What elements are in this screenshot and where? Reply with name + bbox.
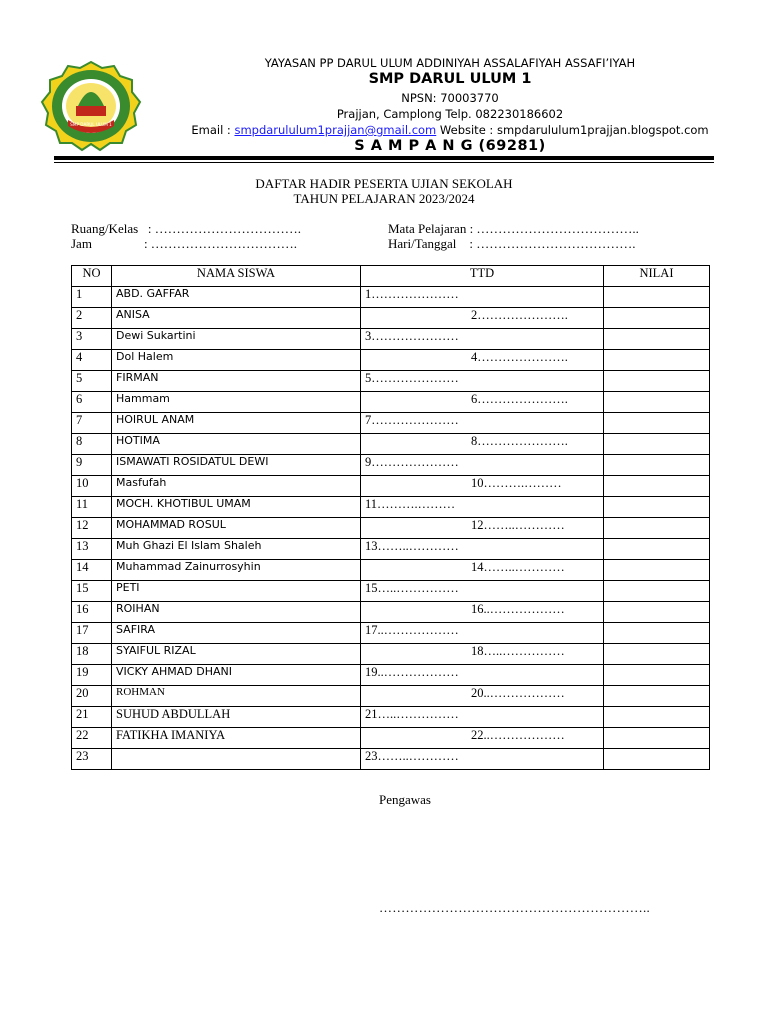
- school-address: Prajjan, Camplong Telp. 082230186602: [336, 107, 564, 121]
- signature-cell[interactable]: [361, 455, 604, 476]
- row-number: 23: [72, 749, 112, 770]
- student-name: Hammam: [112, 392, 361, 413]
- row-number: 2: [72, 308, 112, 329]
- signature-dots: 8………………….: [471, 434, 568, 448]
- table-row: [72, 455, 710, 476]
- student-name: ROHMAN: [112, 686, 361, 707]
- student-name: VICKY AHMAD DHANI: [112, 665, 361, 686]
- header-rule-thin: [54, 162, 714, 163]
- score-cell[interactable]: [604, 350, 710, 371]
- signature-cell[interactable]: [361, 308, 604, 329]
- row-number: 10: [72, 476, 112, 497]
- score-cell[interactable]: [604, 728, 710, 749]
- signature-dots: 14……..…………: [471, 560, 565, 574]
- row-number: 9: [72, 455, 112, 476]
- row-number: 1: [72, 287, 112, 308]
- signature-cell[interactable]: [361, 602, 604, 623]
- table-row: [72, 476, 710, 497]
- npsn: NPSN: 70003770: [401, 91, 499, 105]
- school-logo: [38, 60, 144, 152]
- signature-cell[interactable]: [361, 413, 604, 434]
- row-number: 6: [72, 392, 112, 413]
- header-nama-siswa: NAMA SISWA: [112, 266, 361, 287]
- doc-subtitle: TAHUN PELAJARAN 2023/2024: [293, 191, 475, 206]
- table-row: [72, 350, 710, 371]
- signature-cell[interactable]: [361, 623, 604, 644]
- row-number: 4: [72, 350, 112, 371]
- table-row: [72, 392, 710, 413]
- table-row: [72, 602, 710, 623]
- signature-dots: 15…..……………: [365, 581, 459, 595]
- student-name: ANISA: [112, 308, 361, 329]
- header-ttd: TTD: [361, 266, 604, 287]
- student-name: HOTIMA: [112, 434, 361, 455]
- student-name: FIRMAN: [112, 371, 361, 392]
- signature-dots: 11……….………: [365, 497, 456, 511]
- signature-cell[interactable]: [361, 392, 604, 413]
- signature-dots: 22..………………: [471, 728, 565, 742]
- signature-cell[interactable]: [361, 560, 604, 581]
- row-number: 17: [72, 623, 112, 644]
- website-text: Website : smpdarululum1prajjan.blogspot.com: [436, 123, 709, 137]
- row-number: 14: [72, 560, 112, 581]
- table-row: [72, 287, 710, 308]
- row-number: 11: [72, 497, 112, 518]
- signature-cell[interactable]: [361, 539, 604, 560]
- signature-dots: 18…..……………: [471, 644, 565, 658]
- table-row: [72, 329, 710, 350]
- student-name: Muh Ghazi El Islam Shaleh: [112, 539, 361, 560]
- table-row: [72, 518, 710, 539]
- table-header-row: [72, 266, 710, 287]
- email-label: Email :: [191, 123, 235, 137]
- table-row: [72, 581, 710, 602]
- student-name: SUHUD ABDULLAH: [112, 707, 361, 728]
- row-number: 16: [72, 602, 112, 623]
- header-no: NO: [72, 266, 112, 287]
- signature-cell[interactable]: [361, 434, 604, 455]
- score-cell[interactable]: [604, 371, 710, 392]
- signature-dots: 21…..……………: [365, 707, 459, 721]
- student-name: [112, 749, 361, 770]
- signature-cell[interactable]: [361, 476, 604, 497]
- signature-dots: 10……….………: [471, 476, 562, 490]
- header-nilai: NILAI: [604, 266, 710, 287]
- table-row: [72, 749, 710, 770]
- table-row: [72, 371, 710, 392]
- score-cell[interactable]: [604, 497, 710, 518]
- logo-text: SMP DARUL ULUM 1: [70, 122, 112, 127]
- signature-cell[interactable]: [361, 707, 604, 728]
- student-name: Muhammad Zainurrosyhin: [112, 560, 361, 581]
- score-cell[interactable]: [604, 749, 710, 770]
- signature-dots: 2………………….: [471, 308, 568, 322]
- signature-dots: 12……..…………: [471, 518, 565, 532]
- student-name: ROIHAN: [112, 602, 361, 623]
- student-name: MOHAMMAD ROSUL: [112, 518, 361, 539]
- score-cell[interactable]: [604, 539, 710, 560]
- signature-cell[interactable]: [361, 686, 604, 707]
- score-cell[interactable]: [604, 644, 710, 665]
- student-name: ABD. GAFFAR: [112, 287, 361, 308]
- score-cell[interactable]: [604, 560, 710, 581]
- row-number: 3: [72, 329, 112, 350]
- table-row: [72, 707, 710, 728]
- student-name: Masfufah: [112, 476, 361, 497]
- row-number: 5: [72, 371, 112, 392]
- table-row: [72, 644, 710, 665]
- student-name: ISMAWATI ROSIDATUL DEWI: [112, 455, 361, 476]
- score-cell[interactable]: [604, 581, 710, 602]
- signature-dots: 5…………………: [365, 371, 459, 385]
- table-row: [72, 623, 710, 644]
- table-row: [72, 308, 710, 329]
- city-postcode: S A M P A N G (69281): [354, 138, 546, 154]
- table-row: [72, 413, 710, 434]
- doc-title: DAFTAR HADIR PESERTA UJIAN SEKOLAH: [255, 176, 513, 191]
- signature-cell[interactable]: [361, 497, 604, 518]
- contact-line: [150, 123, 750, 137]
- student-name: SYAIFUL RIZAL: [112, 644, 361, 665]
- student-name: Dewi Sukartini: [112, 329, 361, 350]
- score-cell[interactable]: [604, 686, 710, 707]
- signature-dots: 19..………………: [365, 665, 459, 679]
- table-row: [72, 665, 710, 686]
- signature-cell[interactable]: [361, 518, 604, 539]
- signature-cell[interactable]: [361, 581, 604, 602]
- signature-cell[interactable]: [361, 350, 604, 371]
- score-cell[interactable]: [604, 413, 710, 434]
- score-cell[interactable]: [604, 707, 710, 728]
- signature-dots: 4………………….: [471, 350, 568, 364]
- attendance-table: [71, 265, 710, 770]
- student-name: HOIRUL ANAM: [112, 413, 361, 434]
- foundation-name: YAYASAN PP DARUL ULUM ADDINIYAH ASSALAFIYAH ASSAFI’IYAH: [264, 56, 636, 70]
- student-name: PETI: [112, 581, 361, 602]
- signature-dots: 20..………………: [471, 686, 565, 700]
- score-cell[interactable]: [604, 518, 710, 539]
- table-row: [72, 728, 710, 749]
- row-number: 12: [72, 518, 112, 539]
- score-cell[interactable]: [604, 434, 710, 455]
- table-row: [72, 560, 710, 581]
- signature-cell[interactable]: [361, 287, 604, 308]
- signature-cell[interactable]: [361, 749, 604, 770]
- mata-pelajaran-field: Mata Pelajaran : ………………………………..: [388, 221, 639, 236]
- row-number: 19: [72, 665, 112, 686]
- score-cell[interactable]: [604, 623, 710, 644]
- score-cell[interactable]: [604, 329, 710, 350]
- row-number: 8: [72, 434, 112, 455]
- signature-dots: 16..………………: [471, 602, 565, 616]
- email-link[interactable]: smpdarululum1prajjan@gmail.com: [234, 123, 437, 137]
- signature-cell[interactable]: [361, 644, 604, 665]
- ruang-kelas-field: Ruang/Kelas : …………………………….: [71, 221, 302, 236]
- signature-cell[interactable]: [361, 665, 604, 686]
- signature-dots: 3…………………: [365, 329, 459, 343]
- score-cell[interactable]: [604, 665, 710, 686]
- student-name: FATIKHA IMANIYA: [112, 728, 361, 749]
- table-row: [72, 686, 710, 707]
- score-cell[interactable]: [604, 308, 710, 329]
- table-row: [72, 434, 710, 455]
- row-number: 7: [72, 413, 112, 434]
- signature-dots: 9…………………: [365, 455, 459, 469]
- signature-dots: 23……..…………: [365, 749, 459, 763]
- row-number: 13: [72, 539, 112, 560]
- signature-line: ……………………………………………………..: [379, 900, 650, 915]
- score-cell[interactable]: [604, 287, 710, 308]
- row-number: 21: [72, 707, 112, 728]
- row-number: 18: [72, 644, 112, 665]
- signature-dots: 7…………………: [365, 413, 459, 427]
- row-number: 15: [72, 581, 112, 602]
- hari-tanggal-field: Hari/Tanggal : ……………………………….: [388, 236, 636, 251]
- table-row: [72, 539, 710, 560]
- score-cell[interactable]: [604, 602, 710, 623]
- score-cell[interactable]: [604, 455, 710, 476]
- table-row: [72, 497, 710, 518]
- signature-dots: 17..………………: [365, 623, 459, 637]
- student-name: SAFIRA: [112, 623, 361, 644]
- header-rule-thick: [54, 156, 714, 160]
- row-number: 22: [72, 728, 112, 749]
- signature-cell[interactable]: [361, 371, 604, 392]
- student-name: MOCH. KHOTIBUL UMAM: [112, 497, 361, 518]
- signature-dots: 1…………………: [365, 287, 459, 301]
- student-name: Dol Halem: [112, 350, 361, 371]
- score-cell[interactable]: [604, 476, 710, 497]
- score-cell[interactable]: [604, 392, 710, 413]
- row-number: 20: [72, 686, 112, 707]
- pengawas-label: Pengawas: [379, 792, 431, 807]
- signature-cell[interactable]: [361, 728, 604, 749]
- signature-cell[interactable]: [361, 329, 604, 350]
- table-body: [72, 287, 710, 770]
- jam-field: Jam : …………………………….: [71, 236, 298, 251]
- school-name: SMP DARUL ULUM 1: [368, 71, 532, 87]
- signature-dots: 13……..…………: [365, 539, 459, 553]
- signature-dots: 6………………….: [471, 392, 568, 406]
